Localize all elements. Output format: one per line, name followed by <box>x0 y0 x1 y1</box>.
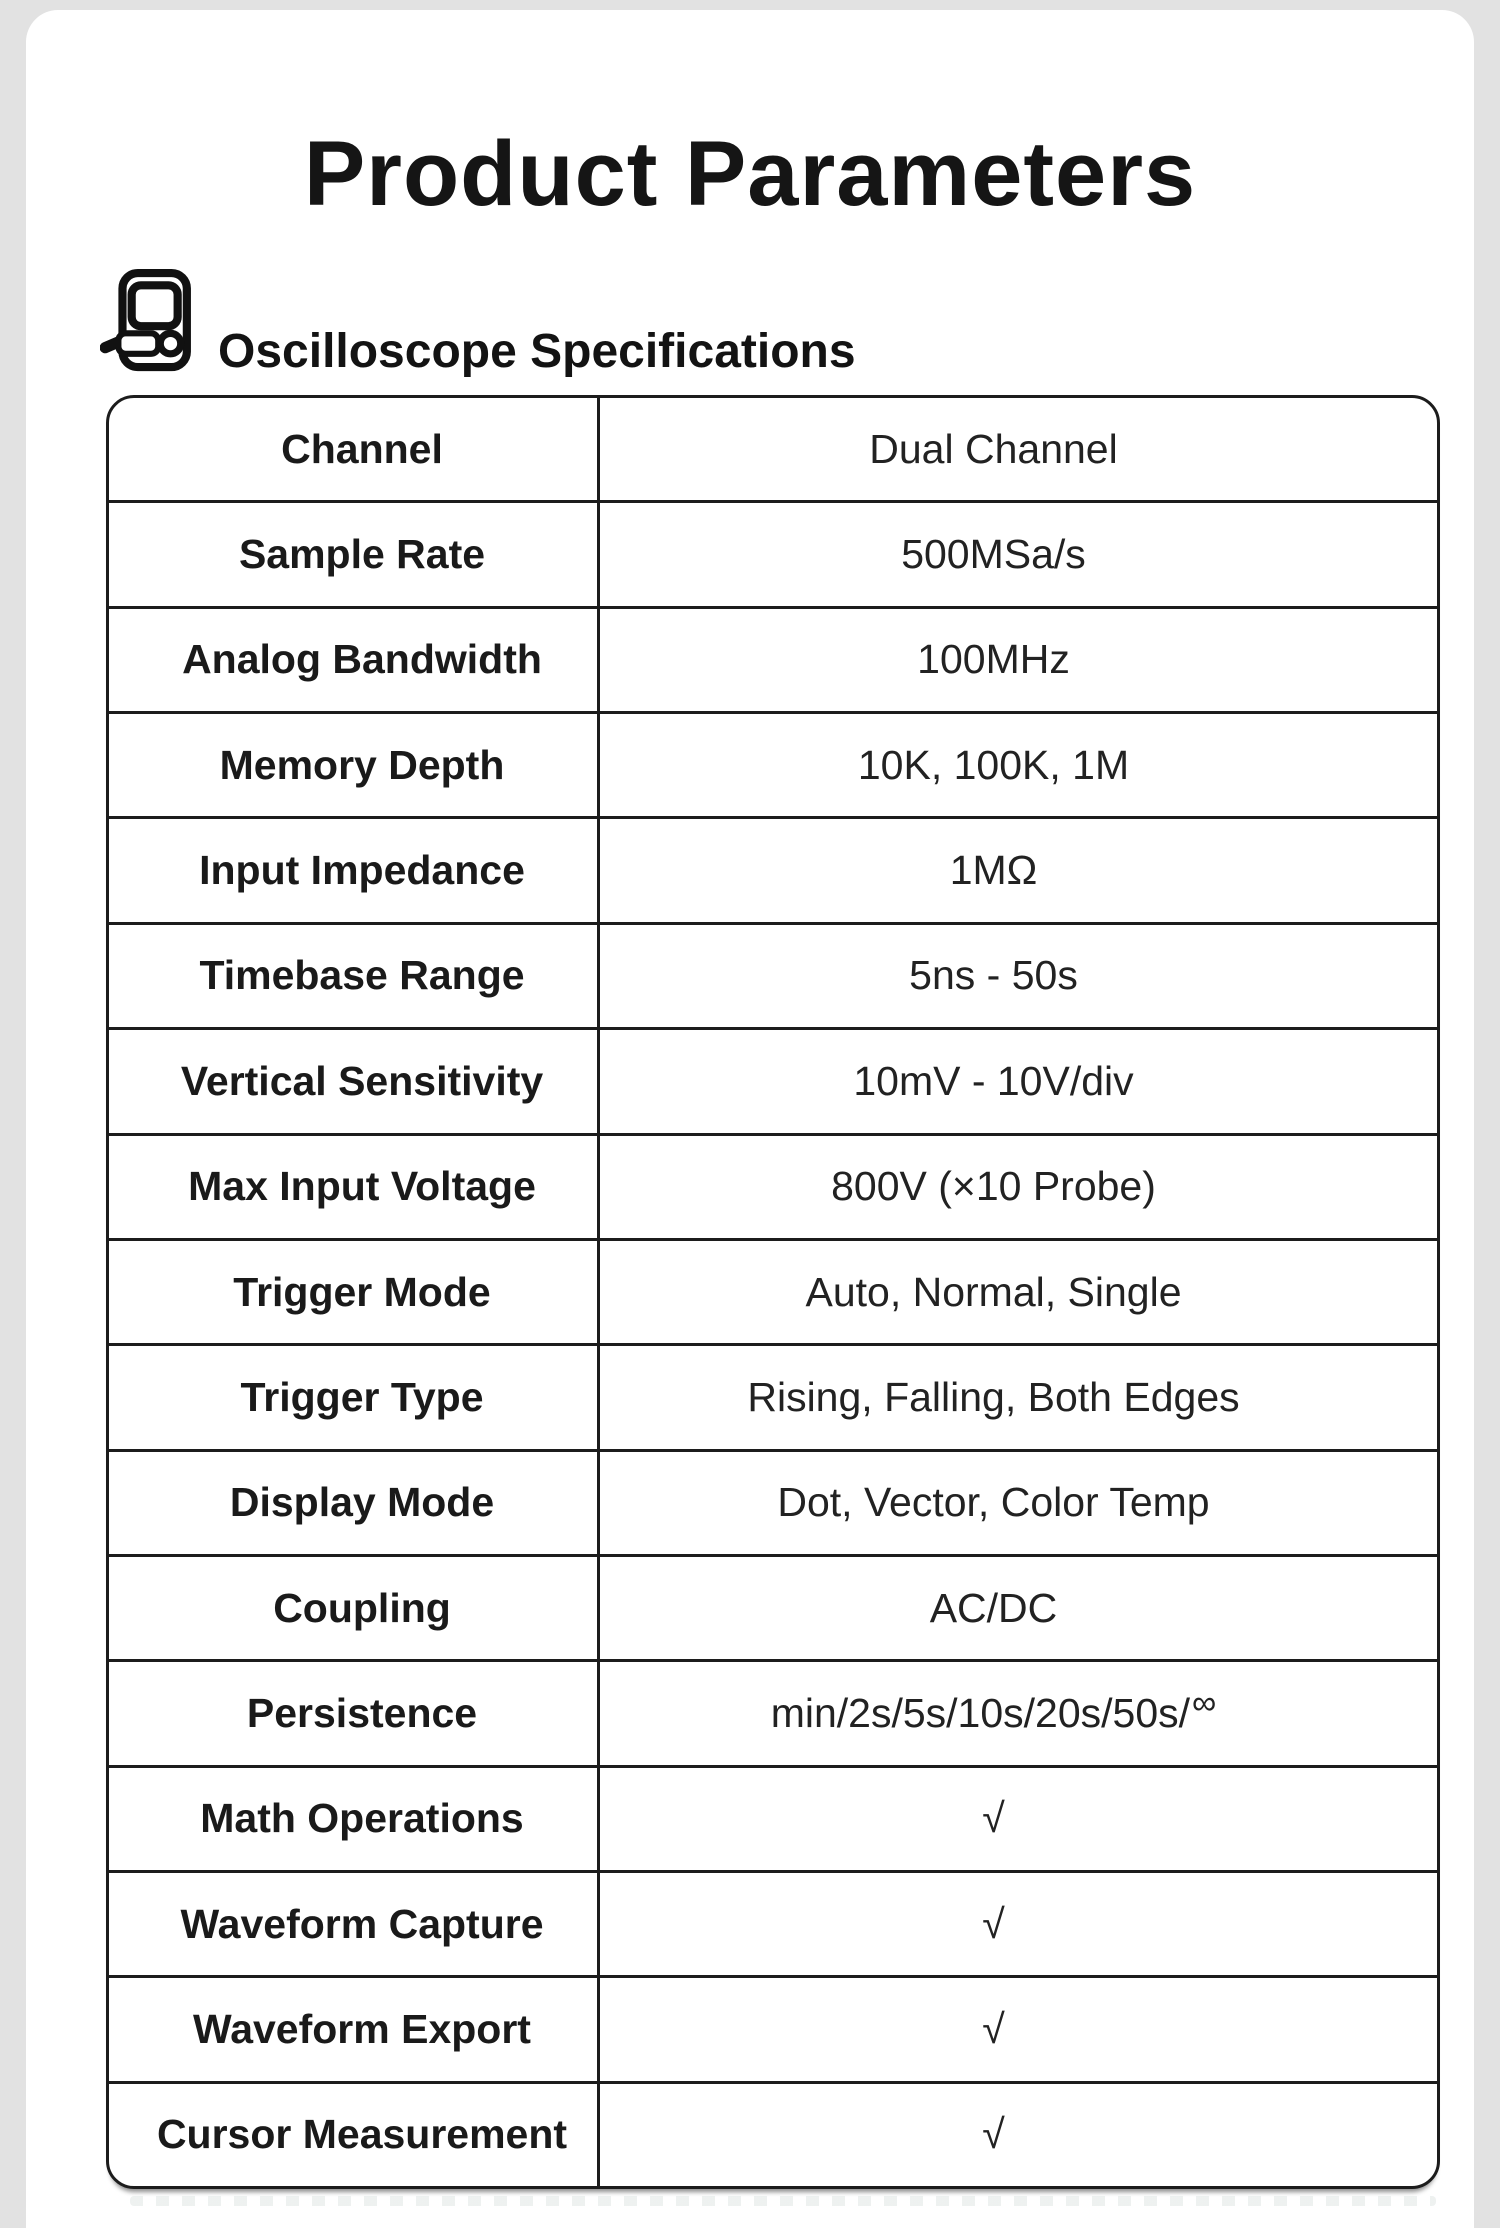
content-card <box>26 10 1474 2228</box>
watermark <box>130 2196 1436 2206</box>
spec-value-cell: Rising, Falling, Both Edges <box>747 1373 1240 1420</box>
spec-check-cell: √ <box>982 2006 1005 2053</box>
spec-label-cell: Timebase Range <box>109 925 600 1027</box>
table-row <box>109 816 1437 921</box>
spec-value-cell: min/2s/5s/10s/20s/50s/ ∞ <box>770 1683 1217 1736</box>
spec-label-cell: Vertical Sensitivity <box>109 1030 600 1132</box>
spec-label-cell: Persistence <box>109 1662 600 1764</box>
spec-value-cell: Dual Channel <box>869 425 1118 472</box>
infinity-symbol: ∞ <box>1192 1683 1217 1722</box>
oscilloscope-icon <box>100 260 194 372</box>
table-row <box>109 606 1437 711</box>
table-row <box>109 1133 1437 1238</box>
spec-value-cell: 10mV - 10V/div <box>853 1057 1134 1104</box>
spec-check-cell: √ <box>982 1795 1005 1842</box>
spec-label-cell: Sample Rate <box>109 503 600 605</box>
table-row <box>109 1870 1437 1975</box>
spec-label-cell: Display Mode <box>109 1452 600 1554</box>
spec-value-cell: 10K, 100K, 1M <box>857 741 1130 788</box>
table-row <box>109 1343 1437 1448</box>
spec-label-cell: Input Impedance <box>109 819 600 921</box>
table-row <box>109 711 1437 816</box>
page-title: Product Parameters <box>303 123 1197 225</box>
spec-label-cell: Channel <box>109 398 600 500</box>
table-row <box>109 2081 1437 2186</box>
spec-value-cell: 800V (×10 Probe) <box>831 1163 1156 1210</box>
section-heading: Oscilloscope Specifications <box>218 325 856 378</box>
spec-check-cell: √ <box>982 2111 1005 2158</box>
spec-label-cell: Memory Depth <box>109 714 600 816</box>
table-row <box>109 1765 1437 1870</box>
spec-value-cell: 5ns - 50s <box>909 952 1078 999</box>
table-row <box>109 1238 1437 1343</box>
spec-value-cell: AC/DC <box>929 1584 1058 1631</box>
table-row <box>109 398 1437 500</box>
table-row <box>109 1449 1437 1554</box>
spec-value-cell: 1MΩ <box>949 847 1038 894</box>
spec-value-cell: Auto, Normal, Single <box>805 1268 1182 1315</box>
spec-table <box>106 395 1440 2189</box>
spec-value-cell: 100MHz <box>917 636 1070 683</box>
table-row <box>109 1554 1437 1659</box>
table-row <box>109 1027 1437 1132</box>
spec-label-cell: Trigger Mode <box>109 1241 600 1343</box>
spec-label-cell: Math Operations <box>109 1768 600 1870</box>
spec-label-cell: Trigger Type <box>109 1346 600 1448</box>
table-row <box>109 500 1437 605</box>
spec-label-cell: Waveform Capture <box>109 1873 600 1975</box>
spec-value-cell: 500MSa/s <box>901 531 1086 578</box>
table-row <box>109 1659 1437 1764</box>
table-row <box>109 1975 1437 2080</box>
table-row <box>109 922 1437 1027</box>
spec-label-cell: Cursor Measurement <box>109 2084 600 2186</box>
spec-label-cell: Max Input Voltage <box>109 1136 600 1238</box>
spec-value-cell: Dot, Vector, Color Temp <box>777 1479 1210 1526</box>
spec-check-cell: √ <box>982 1900 1005 1947</box>
spec-label-cell: Analog Bandwidth <box>109 609 600 711</box>
spec-label-cell: Coupling <box>109 1557 600 1659</box>
spec-label-cell: Waveform Export <box>109 1978 600 2080</box>
